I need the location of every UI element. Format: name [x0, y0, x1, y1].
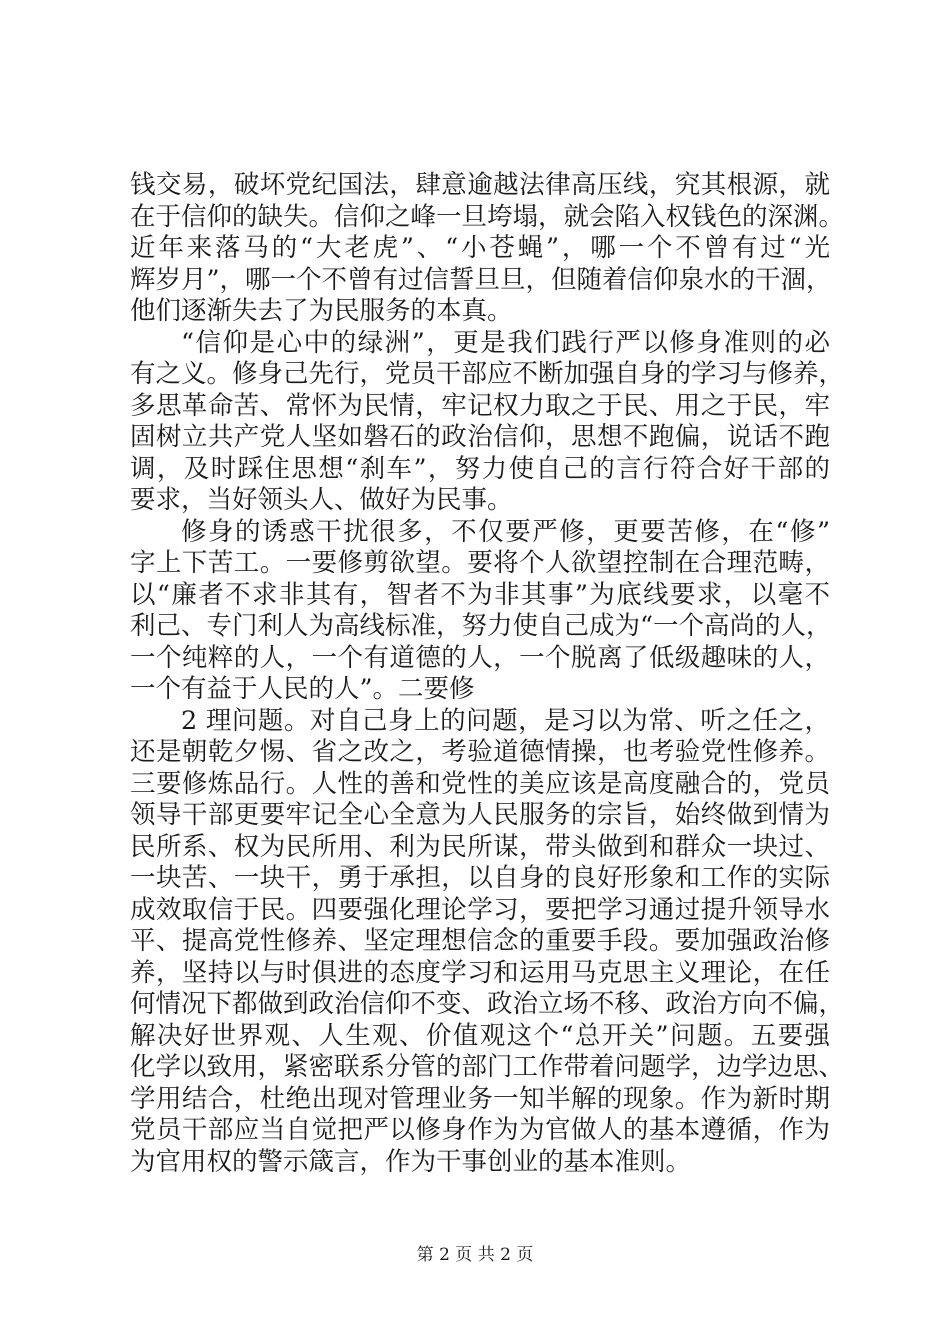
text-line: 他们逐渐失去了为民服务的本真。 [130, 296, 513, 326]
page-footer: 第 2 页 共 2 页 [416, 1245, 534, 1265]
document-body [130, 170, 845, 1178]
text-line: 解决好世界观、人生观、价值观这个“总开关”问题。五要强 [130, 1020, 830, 1051]
text-line: 还是朝乾夕惕、省之改之，考验道德情操，也考验党性修养。 [130, 737, 830, 767]
text-line: 一块苦、一块干，勇于承担，以自身的良好形象和工作的实际 [130, 863, 830, 893]
text-line: 民所系、权为民所用、利为民所谋，带头做到和群众一块过、 [130, 831, 830, 862]
text-line: 在于信仰的缺失。信仰之峰一旦垮塌，就会陷入权钱色的深渊。 [130, 201, 845, 232]
text-line: 以“廉者不求非其有，智者不为非其事”为底线要求，以毫不 [130, 579, 830, 610]
text-line: 平、提高党性修养、坚定理想信念的重要手段。要加强政治修 [130, 926, 830, 956]
text-line: 辉岁月”，哪一个不曾有过信誓旦旦，但随着信仰泉水的干涸， [130, 264, 832, 295]
text-line: 固树立共产党人坚如磐石的政治信仰，思想不跑偏，说话不跑 [130, 422, 830, 452]
text-line: 2 理问题。对自己身上的问题，是习以为常、听之任之， [181, 705, 830, 736]
text-line: 为官用权的警示箴言，作为干事创业的基本准则。 [130, 1146, 692, 1177]
text-line: 学用结合，杜绝出现对管理业务一知半解的现象。作为新时期 [130, 1083, 830, 1114]
text-line: 要求，当好领头人、做好为民事。 [130, 485, 513, 515]
text-line: 利己、专门利人为高线标准，努力使自己成为“一个高尚的人， [130, 611, 832, 641]
text-line: 有之义。修身己先行，党员干部应不断加强自身的学习与修养， [130, 359, 845, 389]
text-line: 养，坚持以与时俱进的态度学习和运用马克思主义理论，在任 [130, 957, 830, 988]
text-line: 调，及时踩住思想“刹车”，努力使自己的言行符合好干部的 [130, 453, 830, 484]
text-line: “信仰是心中的绿洲”，更是我们践行严以修身准则的必 [181, 327, 830, 358]
text-line: 党员干部应当自觉把严以修身作为为官做人的基本遵循，作为 [130, 1115, 830, 1145]
text-line: 成效取信于民。四要强化理论学习，要把学习通过提升领导水 [130, 894, 830, 925]
text-line: 化学以致用，紧密联系分管的部门工作带着问题学，边学边思、 [130, 1052, 845, 1082]
text-line: 领导干部更要牢记全心全意为人民服务的宗旨，始终做到情为 [130, 800, 830, 830]
text-line: 多思革命苦、常怀为民情，牢记权力取之于民、用之于民，牢 [130, 390, 830, 421]
text-line: 钱交易，破坏党纪国法，肆意逾越法律高压线，究其根源，就 [130, 170, 830, 200]
text-line: 修身的诱惑干扰很多，不仅要严修，更要苦修，在“修” [181, 516, 830, 547]
text-line: 近年来落马的“大老虎”、“小苍蝇”，哪一个不曾有过“光 [130, 233, 830, 263]
text-line: 何情况下都做到政治信仰不变、政治立场不移、政治方向不偏， [130, 989, 845, 1019]
text-line: 一个有益于人民的人”。二要修 [130, 674, 475, 704]
text-line: 一个纯粹的人，一个有道德的人，一个脱离了低级趣味的人， [130, 642, 830, 673]
text-line: 字上下苦工。一要修剪欲望。要将个人欲望控制在合理范畴， [130, 548, 830, 578]
text-line: 三要修炼品行。人性的善和党性的美应该是高度融合的，党员 [130, 768, 830, 799]
